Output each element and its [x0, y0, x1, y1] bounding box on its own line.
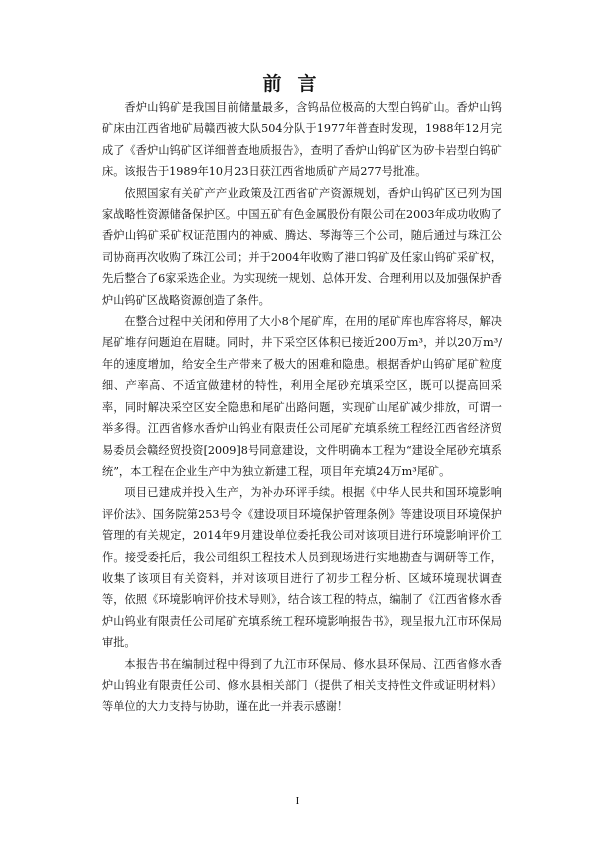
page-number: I	[295, 795, 300, 807]
paragraph-3: 在整合过程中关闭和停用了大小8个尾矿库，在用的尾矿库也库容将尽，解决尾矿堆存问题迫在眉睫。同时，井下采空区体积已接近200万m³，并以20万m³/年的速度增加，给安全生产带来了极大的困难和隐患。根据香炉山钨矿尾矿粒度细、产率高、不适宜做建材的特性，利用全尾砂充填采空区，既可以提高回采率，同时解决采空区安全隐患和尾矿出路问题，实现矿山尾矿减少排放，可谓一举多得。江西省修水香炉山钨业有限责任公司尾矿充填系统工程经江西省经济贸易委员会赣经贸投资[2009]8号同意建设，文件明确本工程为“建设全尾砂充填系统”，本工程在企业生产中为独立新建工程，项目年充填24万m³尾矿。	[102, 315, 502, 478]
paragraph-4: 项目已建成并投入生产，为补办环评手续。根据《中华人民共和国环境影响评价法》、国务院第253号令《建设项目环境保护管理条例》等建设项目环境保护管理的有关规定，2014年9月建设单位委托我公司对该项目进行环境影响评价工作。接受委托后，我公司组织工程技术人员到现场进行实地勘查与调研等工作，收集了该项目有关资料，并对该项目进行了初步工程分析、区域环境现状调查等，依照《环境影响评价技术导则》，结合该工程的特点，编制了《江西省修水香炉山钨业有限责任公司尾矿充填系统工程环境影响报告书》，现呈报九江市环保局审批。	[102, 486, 502, 650]
paragraph-5: 本报告书在编制过程中得到了九江市环保局、修水县环保局、江西省修水香炉山钨业有限责任公司、修水县相关部门（提供了相关支持性文件或证明材料）等单位的大力支持与协助，谨在此一并表示感谢！	[102, 657, 502, 714]
page-title: 前言	[262, 73, 333, 95]
paragraph-2: 依照国家有关矿产产业政策及江西省矿产资源规划，香炉山钨矿区已列为国家战略性资源储备保护区。中国五矿有色金属股份有限公司在2003年成功收购了香炉山钨矿采矿权证范围内的神威、腾达、琴海等三个公司，随后通过与珠江公司协商再次收购了珠江公司；并于2004年收购了港口钨矿及任家山钨矿采矿权，先后整合了6家采选企业。为实现统一规划、总体开发、合理利用以及加强保护香炉山钨矿区战略资源创造了条件。	[102, 186, 502, 307]
paragraph-1: 香炉山钨矿是我国目前储量最多，含钨品位极高的大型白钨矿山。香炉山钨矿床由江西省地矿局赣西被大队504分队于1977年普查时发现，1988年12月完成了《香炉山钨矿区详细普查地质报告》，查明了香炉山钨矿区为矽卡岩型白钨矿床。该报告于1989年10月23日获江西省地质矿产局277号批准。	[102, 101, 502, 179]
document-body	[102, 97, 502, 718]
